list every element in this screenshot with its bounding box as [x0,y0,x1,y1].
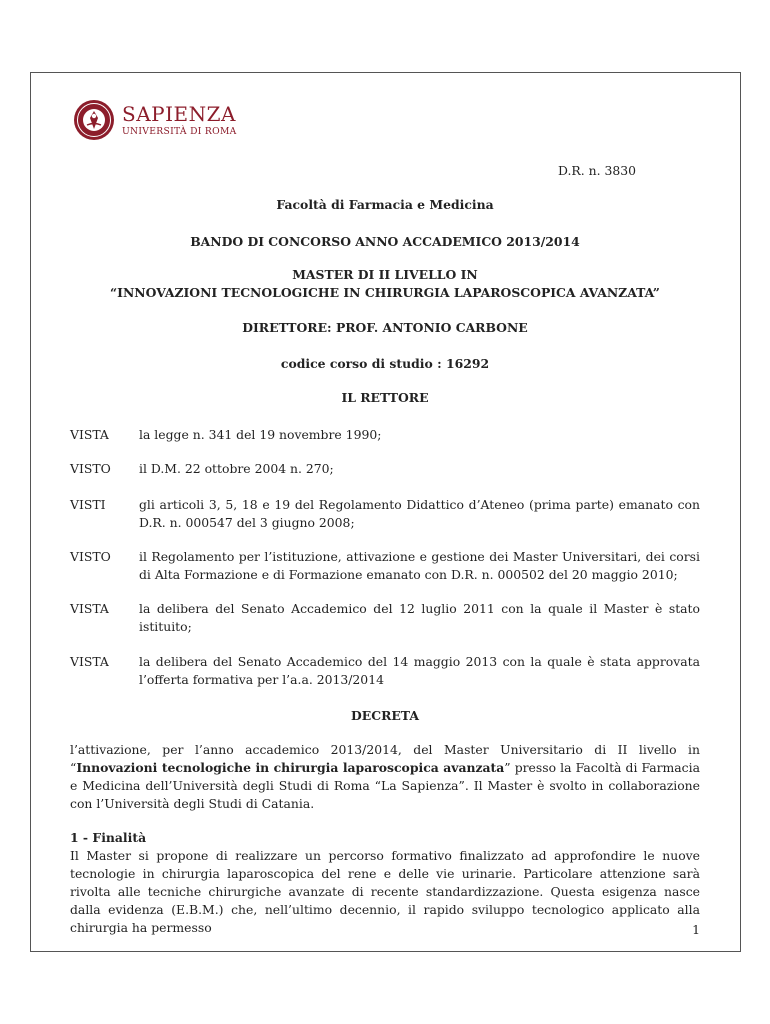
premise-label: VISTI [70,497,106,512]
premise-label: VISTO [70,549,111,564]
premise-text: la legge n. 341 del 19 novembre 1990; [139,427,382,442]
section-title-finalita: 1 - Finalità [70,830,147,845]
decreta-heading: DECRETA [351,708,419,723]
logo-subtitle: UNIVERSITÀ DI ROMA [122,125,237,137]
bando-title: BANDO DI CONCORSO ANNO ACCADEMICO 2013/2014 [190,234,580,249]
premise-label: VISTA [70,654,109,669]
section-paragraph-finalita: Il Master si propone di realizzare un percorso formativo finalizzato ad approfondire le nuove tecnologie in chirurgia laparoscopica del rene e delle vie urinarie. Particolare attenzione sarà rivolta alle tecniche chirurgiche avanzate di recente standardizzazione. Questa esigenza nasce dalla evidenza (E.B.M.) che, nell’ultimo decennio, il rapido sviluppo tecnologico applicato alla chirurgia ha permesso [70,848,700,935]
sapienza-seal-icon [72,98,116,142]
premise-label: VISTO [70,461,111,476]
director-line: DIRETTORE: PROF. ANTONIO CARBONE [242,320,528,335]
premise-text: gli articoli 3, 5, 18 e 19 del Regolamento Didattico d’Ateneo (prima parte) emanato con D.R. n. 000547 del 3 giugno 2008; [139,497,700,530]
master-title-line2: “INNOVAZIONI TECNOLOGICHE IN CHIRURGIA LAPAROSCOPICA AVANZATA” [110,285,660,300]
logo-name: SAPIENZA [122,101,236,126]
decreta-text-part1: l’attivazione, per l’anno accademico 2013/2014, del Master Universitario di II livello in “ [70,742,700,775]
premise-text: il D.M. 22 ottobre 2004 n. 270; [139,461,334,476]
premise-label: VISTA [70,427,109,442]
decree-number: D.R. n. 3830 [557,163,636,178]
decreta-paragraph [70,741,700,813]
premise-text: la delibera del Senato Accademico del 12 luglio 2011 con la quale il Master è stato istituito; [139,601,700,634]
faculty-title: Facoltà di Farmacia e Medicina [276,197,494,212]
premise-text: il Regolamento per l’istituzione, attivazione e gestione dei Master Universitari, dei corsi di Alta Formazione e di Formazione emanato con D.R. n. 000502 del 20 maggio 2010; [139,549,700,582]
premise-text: la delibera del Senato Accademico del 14 maggio 2013 con la quale è stata approvata l’offerta formativa per l’a.a. 2013/2014 [139,654,700,687]
course-code: codice corso di studio : 16292 [280,356,490,371]
decreta-text-part2: ” presso la Facoltà di Farmacia e Medicina dell’Università degli Studi di Roma “La Sapienza”. Il Master è svolto in collaborazione con l’Università degli Studi di Catania. [70,760,700,811]
master-name-bold: Innovazioni tecnologiche in chirurgia laparoscopica avanzata [76,760,505,775]
page-number: 1 [692,922,700,937]
university-logo [72,98,237,142]
rettore-heading: IL RETTORE [341,390,429,405]
premise-label: VISTA [70,601,109,616]
master-title-line1: MASTER DI II LIVELLO IN [292,267,478,282]
